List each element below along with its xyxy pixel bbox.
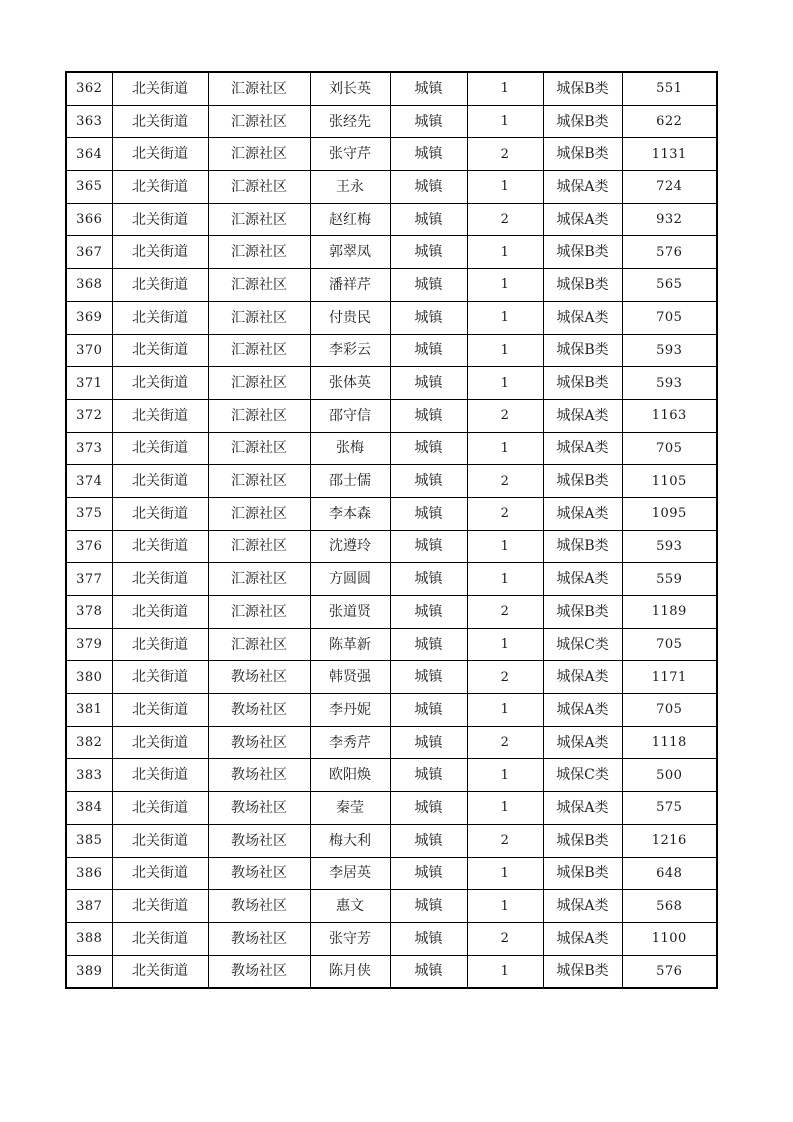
cell-community: 汇源社区	[208, 301, 310, 334]
table-row	[66, 857, 717, 890]
cell-amount: 1171	[622, 661, 717, 694]
cell-category: 城保A类	[543, 694, 622, 727]
cell-amount: 1163	[622, 399, 717, 432]
cell-category: 城保A类	[543, 399, 622, 432]
cell-category: 城保A类	[543, 563, 622, 596]
table-row	[66, 72, 717, 105]
cell-amount: 705	[622, 694, 717, 727]
table-row	[66, 367, 717, 400]
cell-community: 教场社区	[208, 694, 310, 727]
cell-amount: 705	[622, 432, 717, 465]
cell-type: 城镇	[390, 269, 467, 302]
table-row	[66, 432, 717, 465]
cell-amount: 1216	[622, 824, 717, 857]
cell-category: 城保B类	[543, 530, 622, 563]
cell-count: 1	[467, 759, 543, 792]
cell-category: 城保B类	[543, 596, 622, 629]
cell-count: 1	[467, 171, 543, 204]
cell-category: 城保A类	[543, 890, 622, 923]
cell-category: 城保B类	[543, 236, 622, 269]
cell-category: 城保A类	[543, 726, 622, 759]
cell-name: 张梅	[310, 432, 390, 465]
cell-community: 汇源社区	[208, 432, 310, 465]
cell-amount: 1118	[622, 726, 717, 759]
table-row	[66, 171, 717, 204]
cell-community: 教场社区	[208, 726, 310, 759]
cell-type: 城镇	[390, 301, 467, 334]
cell-category: 城保B类	[543, 367, 622, 400]
cell-count: 1	[467, 792, 543, 825]
cell-no: 372	[66, 399, 112, 432]
table-row	[66, 465, 717, 498]
cell-street: 北关街道	[112, 530, 208, 563]
cell-no: 363	[66, 105, 112, 138]
cell-count: 1	[467, 890, 543, 923]
cell-count: 2	[467, 596, 543, 629]
cell-no: 362	[66, 72, 112, 105]
cell-type: 城镇	[390, 236, 467, 269]
cell-community: 汇源社区	[208, 399, 310, 432]
cell-amount: 593	[622, 367, 717, 400]
cell-street: 北关街道	[112, 301, 208, 334]
cell-type: 城镇	[390, 171, 467, 204]
cell-amount: 559	[622, 563, 717, 596]
cell-no: 368	[66, 269, 112, 302]
cell-amount: 1131	[622, 138, 717, 171]
cell-street: 北关街道	[112, 824, 208, 857]
cell-count: 1	[467, 269, 543, 302]
cell-name: 张体英	[310, 367, 390, 400]
cell-name: 郭翠凤	[310, 236, 390, 269]
table-row	[66, 301, 717, 334]
cell-community: 汇源社区	[208, 334, 310, 367]
cell-no: 370	[66, 334, 112, 367]
cell-no: 381	[66, 694, 112, 727]
cell-name: 张道贤	[310, 596, 390, 629]
cell-type: 城镇	[390, 334, 467, 367]
cell-count: 2	[467, 465, 543, 498]
cell-count: 1	[467, 236, 543, 269]
cell-count: 1	[467, 367, 543, 400]
cell-street: 北关街道	[112, 661, 208, 694]
cell-community: 教场社区	[208, 857, 310, 890]
cell-street: 北关街道	[112, 857, 208, 890]
cell-amount: 932	[622, 203, 717, 236]
cell-category: 城保A类	[543, 203, 622, 236]
cell-community: 教场社区	[208, 955, 310, 988]
cell-category: 城保B类	[543, 269, 622, 302]
cell-type: 城镇	[390, 203, 467, 236]
cell-count: 2	[467, 726, 543, 759]
cell-no: 371	[66, 367, 112, 400]
cell-type: 城镇	[390, 628, 467, 661]
cell-type: 城镇	[390, 955, 467, 988]
cell-street: 北关街道	[112, 72, 208, 105]
cell-type: 城镇	[390, 367, 467, 400]
cell-category: 城保A类	[543, 661, 622, 694]
cell-amount: 724	[622, 171, 717, 204]
cell-count: 2	[467, 203, 543, 236]
cell-amount: 575	[622, 792, 717, 825]
table-row	[66, 138, 717, 171]
cell-count: 1	[467, 563, 543, 596]
cell-count: 2	[467, 138, 543, 171]
cell-street: 北关街道	[112, 694, 208, 727]
cell-amount: 565	[622, 269, 717, 302]
cell-street: 北关街道	[112, 432, 208, 465]
cell-category: 城保B类	[543, 138, 622, 171]
cell-street: 北关街道	[112, 203, 208, 236]
cell-no: 366	[66, 203, 112, 236]
cell-category: 城保A类	[543, 497, 622, 530]
table-row	[66, 530, 717, 563]
cell-community: 汇源社区	[208, 530, 310, 563]
cell-count: 2	[467, 824, 543, 857]
cell-name: 李丹妮	[310, 694, 390, 727]
cell-street: 北关街道	[112, 726, 208, 759]
cell-street: 北关街道	[112, 399, 208, 432]
cell-category: 城保B类	[543, 465, 622, 498]
cell-category: 城保C类	[543, 759, 622, 792]
cell-community: 汇源社区	[208, 236, 310, 269]
table-row	[66, 203, 717, 236]
cell-amount: 1189	[622, 596, 717, 629]
cell-type: 城镇	[390, 530, 467, 563]
table-row	[66, 922, 717, 955]
cell-count: 1	[467, 301, 543, 334]
cell-no: 374	[66, 465, 112, 498]
cell-community: 汇源社区	[208, 171, 310, 204]
cell-count: 1	[467, 432, 543, 465]
table-row	[66, 628, 717, 661]
table-row	[66, 596, 717, 629]
table-row	[66, 759, 717, 792]
cell-name: 邵士儒	[310, 465, 390, 498]
cell-no: 373	[66, 432, 112, 465]
cell-count: 1	[467, 72, 543, 105]
cell-type: 城镇	[390, 792, 467, 825]
cell-type: 城镇	[390, 857, 467, 890]
cell-count: 1	[467, 334, 543, 367]
cell-no: 365	[66, 171, 112, 204]
cell-type: 城镇	[390, 759, 467, 792]
cell-amount: 1105	[622, 465, 717, 498]
cell-no: 379	[66, 628, 112, 661]
cell-amount: 1100	[622, 922, 717, 955]
cell-amount: 705	[622, 301, 717, 334]
cell-name: 付贵民	[310, 301, 390, 334]
cell-community: 汇源社区	[208, 497, 310, 530]
cell-street: 北关街道	[112, 334, 208, 367]
records-table-body	[66, 72, 717, 988]
cell-type: 城镇	[390, 694, 467, 727]
cell-street: 北关街道	[112, 269, 208, 302]
cell-count: 2	[467, 497, 543, 530]
cell-name: 刘长英	[310, 72, 390, 105]
cell-name: 李彩云	[310, 334, 390, 367]
cell-count: 2	[467, 399, 543, 432]
table-row	[66, 334, 717, 367]
cell-no: 383	[66, 759, 112, 792]
cell-no: 378	[66, 596, 112, 629]
cell-amount: 551	[622, 72, 717, 105]
cell-count: 1	[467, 857, 543, 890]
cell-no: 376	[66, 530, 112, 563]
cell-street: 北关街道	[112, 105, 208, 138]
cell-category: 城保C类	[543, 628, 622, 661]
cell-street: 北关街道	[112, 171, 208, 204]
cell-name: 李居英	[310, 857, 390, 890]
cell-community: 教场社区	[208, 824, 310, 857]
cell-community: 教场社区	[208, 661, 310, 694]
cell-category: 城保A类	[543, 922, 622, 955]
cell-amount: 500	[622, 759, 717, 792]
cell-category: 城保A类	[543, 171, 622, 204]
cell-street: 北关街道	[112, 955, 208, 988]
table-row	[66, 792, 717, 825]
cell-amount: 593	[622, 530, 717, 563]
cell-community: 教场社区	[208, 792, 310, 825]
cell-name: 方圆圆	[310, 563, 390, 596]
cell-street: 北关街道	[112, 922, 208, 955]
cell-name: 张守芳	[310, 922, 390, 955]
cell-type: 城镇	[390, 465, 467, 498]
cell-no: 364	[66, 138, 112, 171]
table-row	[66, 955, 717, 988]
table-row	[66, 269, 717, 302]
cell-street: 北关街道	[112, 236, 208, 269]
table-row	[66, 105, 717, 138]
table-row	[66, 661, 717, 694]
cell-type: 城镇	[390, 922, 467, 955]
cell-no: 385	[66, 824, 112, 857]
table-row	[66, 497, 717, 530]
cell-street: 北关街道	[112, 792, 208, 825]
cell-amount: 576	[622, 955, 717, 988]
cell-category: 城保B类	[543, 72, 622, 105]
cell-no: 377	[66, 563, 112, 596]
cell-no: 380	[66, 661, 112, 694]
cell-amount: 622	[622, 105, 717, 138]
cell-name: 梅大利	[310, 824, 390, 857]
cell-street: 北关街道	[112, 138, 208, 171]
cell-name: 李秀芹	[310, 726, 390, 759]
cell-community: 汇源社区	[208, 465, 310, 498]
cell-street: 北关街道	[112, 497, 208, 530]
cell-type: 城镇	[390, 105, 467, 138]
cell-amount: 576	[622, 236, 717, 269]
cell-no: 389	[66, 955, 112, 988]
cell-type: 城镇	[390, 399, 467, 432]
cell-no: 384	[66, 792, 112, 825]
cell-no: 375	[66, 497, 112, 530]
cell-community: 汇源社区	[208, 563, 310, 596]
table-row	[66, 890, 717, 923]
cell-name: 惠文	[310, 890, 390, 923]
cell-count: 2	[467, 661, 543, 694]
cell-name: 张经先	[310, 105, 390, 138]
cell-name: 陈月侠	[310, 955, 390, 988]
table-row	[66, 824, 717, 857]
cell-count: 2	[467, 922, 543, 955]
cell-category: 城保A类	[543, 301, 622, 334]
cell-name: 张守芹	[310, 138, 390, 171]
table-row	[66, 236, 717, 269]
cell-community: 汇源社区	[208, 203, 310, 236]
cell-name: 潘祥芹	[310, 269, 390, 302]
cell-no: 386	[66, 857, 112, 890]
cell-type: 城镇	[390, 72, 467, 105]
cell-community: 汇源社区	[208, 138, 310, 171]
cell-street: 北关街道	[112, 628, 208, 661]
cell-name: 邵守信	[310, 399, 390, 432]
cell-type: 城镇	[390, 138, 467, 171]
cell-street: 北关街道	[112, 465, 208, 498]
cell-count: 1	[467, 530, 543, 563]
cell-amount: 648	[622, 857, 717, 890]
table-row	[66, 694, 717, 727]
cell-community: 汇源社区	[208, 628, 310, 661]
cell-amount: 593	[622, 334, 717, 367]
cell-community: 汇源社区	[208, 269, 310, 302]
cell-category: 城保B类	[543, 105, 622, 138]
cell-type: 城镇	[390, 824, 467, 857]
cell-community: 教场社区	[208, 759, 310, 792]
cell-name: 李本森	[310, 497, 390, 530]
cell-community: 汇源社区	[208, 596, 310, 629]
cell-name: 欧阳焕	[310, 759, 390, 792]
cell-type: 城镇	[390, 661, 467, 694]
cell-category: 城保B类	[543, 334, 622, 367]
records-table	[65, 71, 718, 989]
cell-street: 北关街道	[112, 890, 208, 923]
cell-community: 汇源社区	[208, 72, 310, 105]
cell-no: 388	[66, 922, 112, 955]
table-row	[66, 726, 717, 759]
cell-count: 1	[467, 694, 543, 727]
table-row	[66, 399, 717, 432]
cell-name: 陈革新	[310, 628, 390, 661]
cell-count: 1	[467, 628, 543, 661]
cell-type: 城镇	[390, 432, 467, 465]
table-row	[66, 563, 717, 596]
cell-street: 北关街道	[112, 759, 208, 792]
cell-community: 汇源社区	[208, 367, 310, 400]
cell-category: 城保A类	[543, 432, 622, 465]
cell-type: 城镇	[390, 563, 467, 596]
cell-amount: 705	[622, 628, 717, 661]
cell-name: 赵红梅	[310, 203, 390, 236]
cell-category: 城保A类	[543, 792, 622, 825]
cell-type: 城镇	[390, 596, 467, 629]
cell-street: 北关街道	[112, 367, 208, 400]
cell-category: 城保B类	[543, 955, 622, 988]
cell-street: 北关街道	[112, 563, 208, 596]
cell-community: 教场社区	[208, 890, 310, 923]
cell-type: 城镇	[390, 890, 467, 923]
cell-name: 王永	[310, 171, 390, 204]
cell-count: 1	[467, 105, 543, 138]
cell-no: 369	[66, 301, 112, 334]
cell-amount: 568	[622, 890, 717, 923]
cell-no: 367	[66, 236, 112, 269]
cell-name: 韩贤强	[310, 661, 390, 694]
cell-category: 城保B类	[543, 857, 622, 890]
cell-community: 汇源社区	[208, 105, 310, 138]
cell-type: 城镇	[390, 726, 467, 759]
cell-street: 北关街道	[112, 596, 208, 629]
cell-no: 387	[66, 890, 112, 923]
cell-category: 城保B类	[543, 824, 622, 857]
cell-amount: 1095	[622, 497, 717, 530]
cell-community: 教场社区	[208, 922, 310, 955]
cell-no: 382	[66, 726, 112, 759]
cell-count: 1	[467, 955, 543, 988]
cell-name: 沈遵玲	[310, 530, 390, 563]
cell-type: 城镇	[390, 497, 467, 530]
cell-name: 秦莹	[310, 792, 390, 825]
